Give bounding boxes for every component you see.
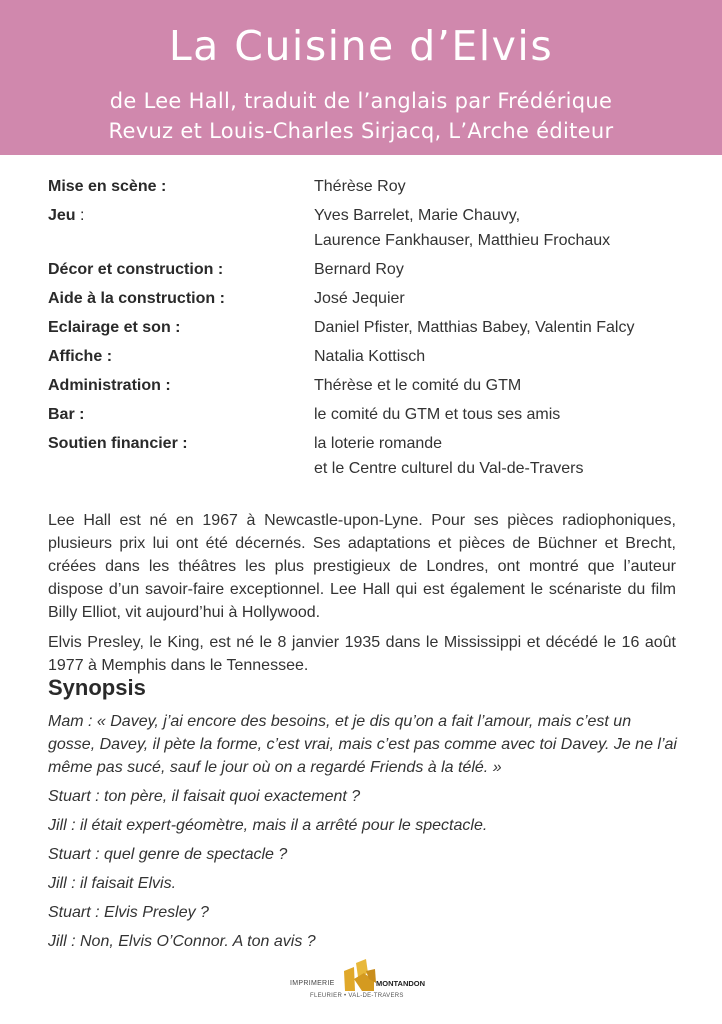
- synopsis-body: [48, 710, 678, 959]
- dialogue-line: Jill : Non, Elvis O’Connor. A ton avis ?: [48, 933, 316, 950]
- dialogue-line: Stuart : Elvis Presley ?: [48, 904, 209, 921]
- credit-row: [48, 373, 688, 398]
- credit-value-line: le comité du GTM et tous ses amis: [314, 406, 561, 423]
- credit-value-line: la loterie romande: [314, 435, 443, 452]
- logo-word-right: MONTANDON: [376, 979, 426, 988]
- credit-value: [314, 203, 610, 253]
- dialogue-line: Jill : il faisait Elvis.: [48, 875, 177, 892]
- credit-value: [314, 431, 583, 481]
- credit-value-line: José Jequier: [314, 290, 405, 307]
- dialogue-line: Stuart : ton père, il faisait quoi exactement ?: [48, 788, 361, 805]
- subtitle-line: de Lee Hall, traduit de l’anglais par Frédérique: [109, 89, 613, 113]
- synopsis-heading: Synopsis: [48, 675, 146, 700]
- credit-label: [48, 373, 314, 398]
- credit-value-line: Thérèse Roy: [314, 178, 406, 195]
- credit-row: [48, 344, 688, 369]
- credit-colon: :: [79, 406, 85, 423]
- credit-colon: :: [175, 319, 181, 336]
- credit-label-text: Soutien financier: [48, 435, 178, 452]
- credit-value: [314, 174, 406, 199]
- bio-paragraph: Lee Hall est né en 1967 à Newcastle-upon-Lyne. Pour ses pièces radiophoniques, plusieurs prix lui ont été décernés. Ses adaptations et pièces de Büchner et Brecht, créées dans les théâtres les plus prestigieux de Londres, ont montré que l’auteur dispose d’un savoir-faire exceptionnel. Lee Hall qui est également le scénariste du film Billy Elliot, vit aujourd’hui à Hollywood.: [48, 512, 676, 621]
- credit-value: [314, 257, 404, 282]
- credits-list: [48, 174, 688, 485]
- logo-tagline: FLEURIER • VAL-DE-TRAVERS: [310, 993, 404, 999]
- author-bio: [48, 509, 676, 684]
- credit-colon: :: [80, 207, 85, 224]
- credit-value: [314, 286, 405, 311]
- subtitle-line: Revuz et Louis-Charles Sirjacq, L’Arche éditeur: [108, 119, 614, 143]
- credit-label-text: Affiche: [48, 348, 103, 365]
- credit-row: [48, 431, 688, 481]
- credit-label: [48, 174, 314, 199]
- synopsis-quote: Mam : « Davey, j’ai encore des besoins, et je dis qu’on a fait l’amour, mais c’est un gosse, Davey, il pète la forme, c’est vrai, mais c’est pas comme avec toi Davey. Je ne l’ai même pas sucé, sauf le jour où on a regardé Friends à la télé. »: [48, 713, 677, 776]
- logo-word-left: IMPRIMERIE: [290, 980, 335, 987]
- credit-row: [48, 402, 688, 427]
- credit-label: [48, 431, 314, 481]
- credit-row: [48, 257, 688, 282]
- credit-row: [48, 315, 688, 340]
- credit-value-line: Daniel Pfister, Matthias Babey, Valentin Falcy: [314, 319, 635, 336]
- credit-label-text: Bar: [48, 406, 75, 423]
- credit-value-line: et le Centre culturel du Val-de-Travers: [314, 460, 584, 477]
- header-banner: [0, 0, 722, 155]
- credit-value-line: Laurence Fankhauser, Matthieu Frochaux: [314, 232, 611, 249]
- bio-paragraph: Elvis Presley, le King, est né le 8 janvier 1935 dans le Mississippi et décédé le 16 août 1977 à Memphis dans le Tennessee.: [48, 634, 676, 674]
- credit-colon: :: [182, 435, 188, 452]
- credit-value: [314, 373, 521, 398]
- credit-value-line: Bernard Roy: [314, 261, 404, 278]
- subtitle: [0, 86, 722, 146]
- credit-label: [48, 344, 314, 369]
- credit-label: [48, 257, 314, 282]
- credit-value-line: Natalia Kottisch: [314, 348, 426, 365]
- credit-label-text: Décor et construction: [48, 261, 214, 278]
- credit-label: [48, 402, 314, 427]
- credit-label-text: Jeu: [48, 207, 76, 224]
- credit-colon: :: [106, 348, 113, 365]
- credit-value-line: Thérèse et le comité du GTM: [314, 377, 522, 394]
- credit-label-text: Administration: [48, 377, 161, 394]
- credit-row: [48, 203, 688, 253]
- credit-label-text: Aide à la construction: [48, 290, 216, 307]
- printer-logo-icon: [342, 959, 376, 993]
- credit-value: [314, 315, 634, 340]
- credit-row: [48, 174, 688, 199]
- credit-row: [48, 286, 688, 311]
- credit-label: [48, 315, 314, 340]
- dialogue-line: Jill : il était expert-géomètre, mais il a arrêté pour le spectacle.: [48, 817, 488, 834]
- page-title: La Cuisine d’Elvis: [168, 22, 554, 70]
- credit-colon: :: [217, 261, 224, 278]
- credit-label: [48, 203, 314, 253]
- credit-label: [48, 286, 314, 311]
- credit-label-text: Mise en scène: [48, 178, 157, 195]
- credit-value-line: Yves Barrelet, Marie Chauvy,: [314, 207, 521, 224]
- credit-colon: :: [165, 377, 171, 394]
- credit-label-text: Eclairage et son: [48, 319, 171, 336]
- credit-value: [314, 344, 425, 369]
- dialogue-line: Stuart : quel genre de spectacle ?: [48, 846, 288, 863]
- credit-colon: :: [219, 290, 225, 307]
- credit-colon: :: [160, 178, 167, 195]
- credit-value: [314, 402, 560, 427]
- printer-logo: [290, 956, 432, 1004]
